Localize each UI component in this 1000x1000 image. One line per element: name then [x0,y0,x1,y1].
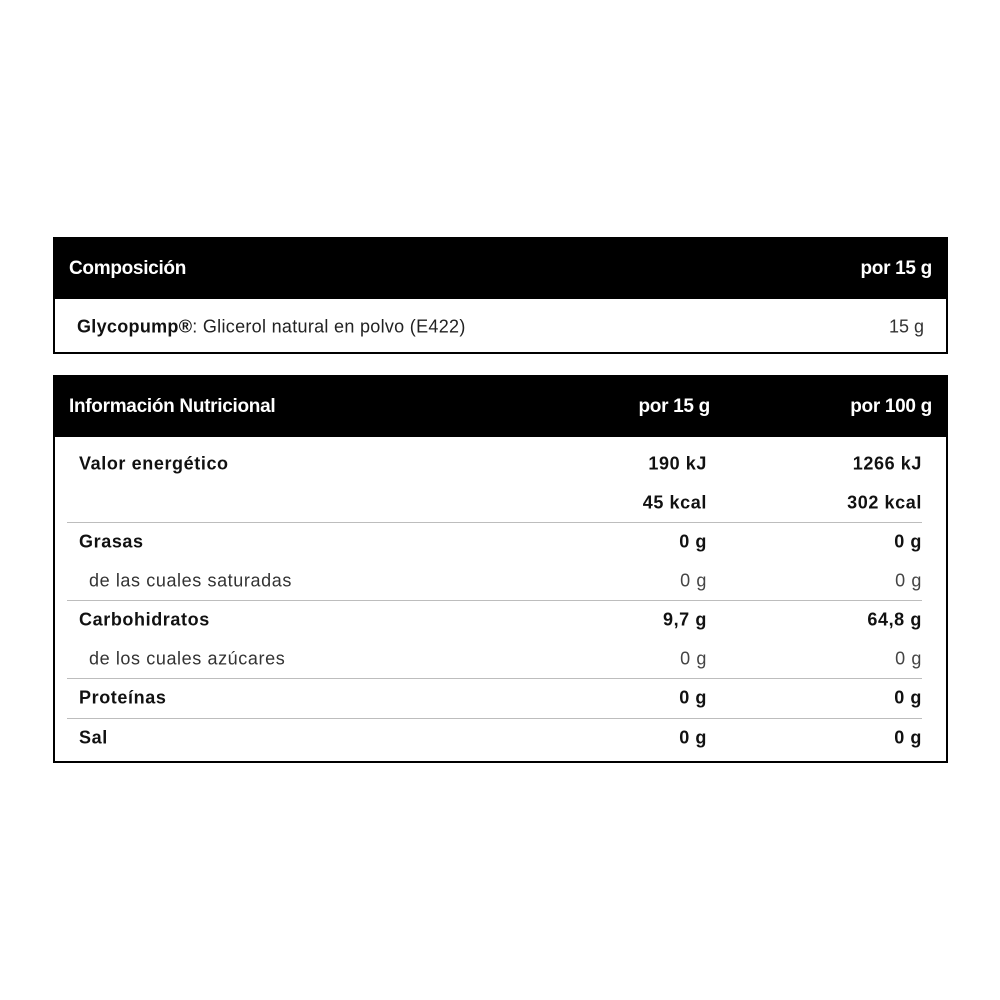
ingredient [77,316,466,337]
nutrition-title: Información Nutricional [69,396,276,417]
column-header-per-100g: por 100 g [850,396,932,417]
table-row-carbohydrates [67,600,922,640]
composition-title: Composición [69,258,187,279]
row-value-per-100g: 1266 kJ [852,453,922,474]
row-value-per-100g: 64,8 g [867,609,922,630]
row-label: de las cuales saturadas [89,570,292,591]
row-value-per-15g: 0 g [679,687,707,708]
table-row-energy-kcal [67,484,922,523]
ingredient-name: Glycopump® [77,316,193,336]
row-label: Grasas [79,531,144,552]
nutrition-header [55,377,946,437]
table-row-salt [67,718,922,758]
row-value-per-100g: 0 g [895,648,922,669]
row-value-per-15g: 45 kcal [642,492,707,513]
table-row-saturated [67,562,922,601]
row-value-per-100g: 0 g [894,727,922,748]
row-value-per-100g: 0 g [894,687,922,708]
table-row-sugars [67,640,922,679]
composition-row [55,299,946,354]
row-value-per-15g: 190 kJ [648,453,707,474]
composition-header [55,239,946,299]
row-label: Sal [79,727,108,748]
table-row-fats [67,522,922,562]
column-header-per-15g: por 15 g [638,396,710,417]
table-row-proteins [67,678,922,718]
row-value-per-15g: 0 g [679,531,707,552]
table-row-energy-kj [67,445,922,484]
composition-amount-header: por 15 g [860,258,932,279]
row-label: Carbohidratos [79,609,210,630]
row-value-per-15g: 0 g [680,570,707,591]
ingredient-amount: 15 g [888,316,924,336]
row-value-per-100g: 0 g [895,570,922,591]
row-label: Valor energético [79,453,229,474]
ingredient-description: : Glicerol natural en polvo (E422) [192,316,466,336]
row-value-per-15g: 9,7 g [662,609,707,630]
composition-table [53,237,948,354]
row-value-per-15g: 0 g [680,648,707,669]
row-label: Proteínas [79,687,167,708]
nutrition-table [53,375,948,763]
row-value-per-100g: 0 g [894,531,922,552]
row-value-per-100g: 302 kcal [847,492,922,513]
row-value-per-15g: 0 g [679,727,707,748]
row-label: de los cuales azúcares [89,648,286,669]
